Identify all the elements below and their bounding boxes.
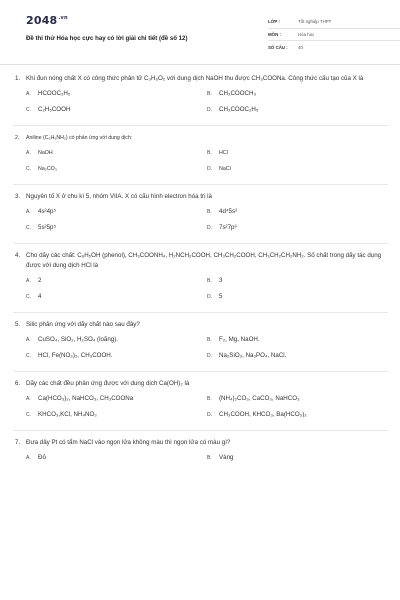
question-text: Đưa dây Pt có tẩm NaCl vào ngọn lửa không màu thì ngọn lửa có màu gì?	[26, 439, 231, 446]
option-b[interactable]	[207, 335, 388, 351]
option-text: NaOH	[38, 150, 53, 156]
option-a[interactable]	[26, 89, 207, 105]
option-a[interactable]	[26, 394, 207, 410]
option-b[interactable]	[207, 394, 388, 410]
question-number: 2.	[15, 135, 20, 141]
option-letter: D.	[207, 412, 212, 418]
option-text: Na₂SiO₃, Na₃PO₄, NaCl.	[219, 352, 287, 359]
option-letter: B.	[207, 150, 212, 156]
option-a[interactable]	[26, 148, 207, 164]
option-text: 5s²5p⁵	[38, 224, 57, 231]
meta-key: MÔN :	[268, 31, 281, 37]
option-text: Na₂CO₃	[38, 166, 57, 172]
option-letter: C.	[26, 107, 31, 113]
meta-row-class	[268, 16, 400, 29]
question-text: Nguyên tố X ở chu kì 5, nhóm VIIA. X có cấu hình electron hóa trị là	[26, 193, 213, 200]
option-text: 4	[38, 293, 42, 300]
question-text: Aniline (C₆H₅NH₂) có phản ứng với dung dịch:	[26, 135, 133, 141]
option-c[interactable]	[26, 292, 207, 308]
option-d[interactable]	[207, 292, 388, 308]
option-text: F₂, Mg, NaOH.	[219, 336, 260, 343]
logo[interactable]	[26, 14, 68, 27]
option-letter: B.	[207, 455, 212, 461]
page-title: Đề thi thử Hóa học cực hay có lời giải chi tiết (đề số 12)	[26, 35, 188, 42]
option-text: CH₃COOC₂H₅	[219, 106, 259, 113]
logo-text: 2048	[26, 14, 58, 27]
meta-key: LỚP :	[268, 19, 280, 25]
option-c[interactable]	[26, 351, 207, 367]
option-letter: D.	[207, 166, 212, 172]
option-letter: D.	[207, 294, 212, 300]
question-5	[13, 320, 388, 372]
question-1	[13, 74, 388, 126]
option-a[interactable]	[26, 207, 207, 223]
option-c[interactable]	[26, 223, 207, 239]
option-text: C₂H₅COOH	[38, 106, 71, 113]
option-letter: C.	[26, 225, 31, 231]
option-b[interactable]	[207, 453, 388, 469]
option-text: (NH₄)₂CO₃, CaCO₃, NaHCO₃	[219, 395, 300, 402]
option-text: 5	[219, 293, 223, 300]
exam-meta	[268, 16, 400, 54]
question-text: Cho dãy các chất: C₆H₅OH (phenol), CH₃COONH₄, H₂NCH₂COOH, CH₃CH₂COOH, CH₃CH₂CH₂NH₂. Số chất trong dãy tác dụng được với dung dịch HCl là	[26, 252, 382, 269]
option-letter: D.	[207, 225, 212, 231]
option-letter: A.	[26, 209, 31, 215]
option-d[interactable]	[207, 410, 388, 426]
option-letter: B.	[207, 337, 212, 343]
question-number: 3.	[15, 193, 21, 200]
meta-key: SỐ CÂU :	[268, 44, 288, 50]
question-6	[13, 379, 388, 431]
question-number: 4.	[15, 252, 21, 259]
option-c[interactable]	[26, 105, 207, 121]
option-letter: B.	[207, 396, 212, 402]
option-text: 7s²7p³	[219, 224, 237, 231]
header-divider	[0, 64, 400, 65]
option-letter: A.	[26, 337, 31, 343]
option-letter: B.	[207, 278, 212, 284]
header	[13, 0, 387, 62]
option-letter: D.	[207, 353, 212, 359]
option-text: HCOOC₂H₅	[38, 90, 71, 97]
question-text: Khi đun nóng chất X có công thức phân tử C₃H₆O₂ với dung dịch NaOH thu được CH₃COONa. Công thức cấu tạo của X là	[26, 75, 364, 82]
meta-value: Hóa học	[298, 31, 315, 37]
option-a[interactable]	[26, 335, 207, 351]
option-d[interactable]	[207, 164, 388, 180]
option-letter: C.	[26, 166, 31, 172]
question-number: 1.	[15, 75, 21, 82]
option-letter: A.	[26, 278, 31, 284]
option-text: HCl	[219, 150, 228, 156]
option-letter: A.	[26, 396, 31, 402]
question-7	[13, 438, 388, 473]
option-text: 3	[219, 277, 223, 284]
option-d[interactable]	[207, 351, 388, 367]
option-text: 2	[38, 277, 42, 284]
question-number: 6.	[15, 380, 21, 387]
option-text: 4s²4p⁵	[38, 208, 57, 215]
option-text: CuSO₄, SiO₂, H₂SO₄ (loãng).	[38, 336, 119, 343]
question-2	[13, 133, 388, 185]
option-text: HCl, Fe(NO₃)₂, CH₃COOH.	[38, 352, 113, 359]
question-list	[13, 74, 388, 480]
option-letter: A.	[26, 455, 31, 461]
meta-row-count	[268, 41, 400, 54]
option-c[interactable]	[26, 410, 207, 426]
option-text: 4d⁴5s²	[219, 208, 238, 215]
option-d[interactable]	[207, 105, 388, 121]
option-letter: C.	[26, 353, 31, 359]
question-text: Silic phản ứng với dãy chất nào sau đây?	[26, 321, 140, 328]
option-text: Ca(HCO₃)₂, NaHCO₃, CH₃COONa	[38, 395, 134, 402]
option-a[interactable]	[26, 453, 207, 469]
option-b[interactable]	[207, 207, 388, 223]
question-4	[13, 251, 388, 313]
option-letter: C.	[26, 412, 31, 418]
option-text: Vàng	[219, 454, 234, 461]
option-letter: B.	[207, 91, 212, 97]
question-text: Dãy các chất đều phản ứng được với dung dịch Ca(OH)₂ là	[26, 380, 190, 387]
option-letter: D.	[207, 107, 212, 113]
meta-value: 40	[298, 44, 303, 50]
option-letter: C.	[26, 294, 31, 300]
option-text: NaCl	[219, 166, 231, 172]
option-letter: A.	[26, 150, 31, 156]
option-d[interactable]	[207, 223, 388, 239]
question-number: 7.	[15, 439, 21, 446]
option-b[interactable]	[207, 148, 388, 164]
option-text: CH₃COOCH₃	[219, 90, 257, 97]
option-b[interactable]	[207, 276, 388, 292]
meta-row-subject	[268, 29, 400, 42]
option-c[interactable]	[26, 164, 207, 180]
logo-suffix: .vn	[58, 15, 68, 22]
option-b[interactable]	[207, 89, 388, 105]
question-number: 5.	[15, 321, 21, 328]
question-3	[13, 192, 388, 244]
option-a[interactable]	[26, 276, 207, 292]
option-letter: A.	[26, 91, 31, 97]
option-text: CH₃COOH, KHCO₃, Ba(HCO₃)₂	[219, 411, 307, 418]
meta-value: Tốt nghiệp THPT	[298, 19, 332, 25]
option-text: KHCO₃,KCl, NH₄NO₃	[38, 411, 97, 418]
option-text: Đỏ	[38, 454, 46, 461]
option-letter: B.	[207, 209, 212, 215]
